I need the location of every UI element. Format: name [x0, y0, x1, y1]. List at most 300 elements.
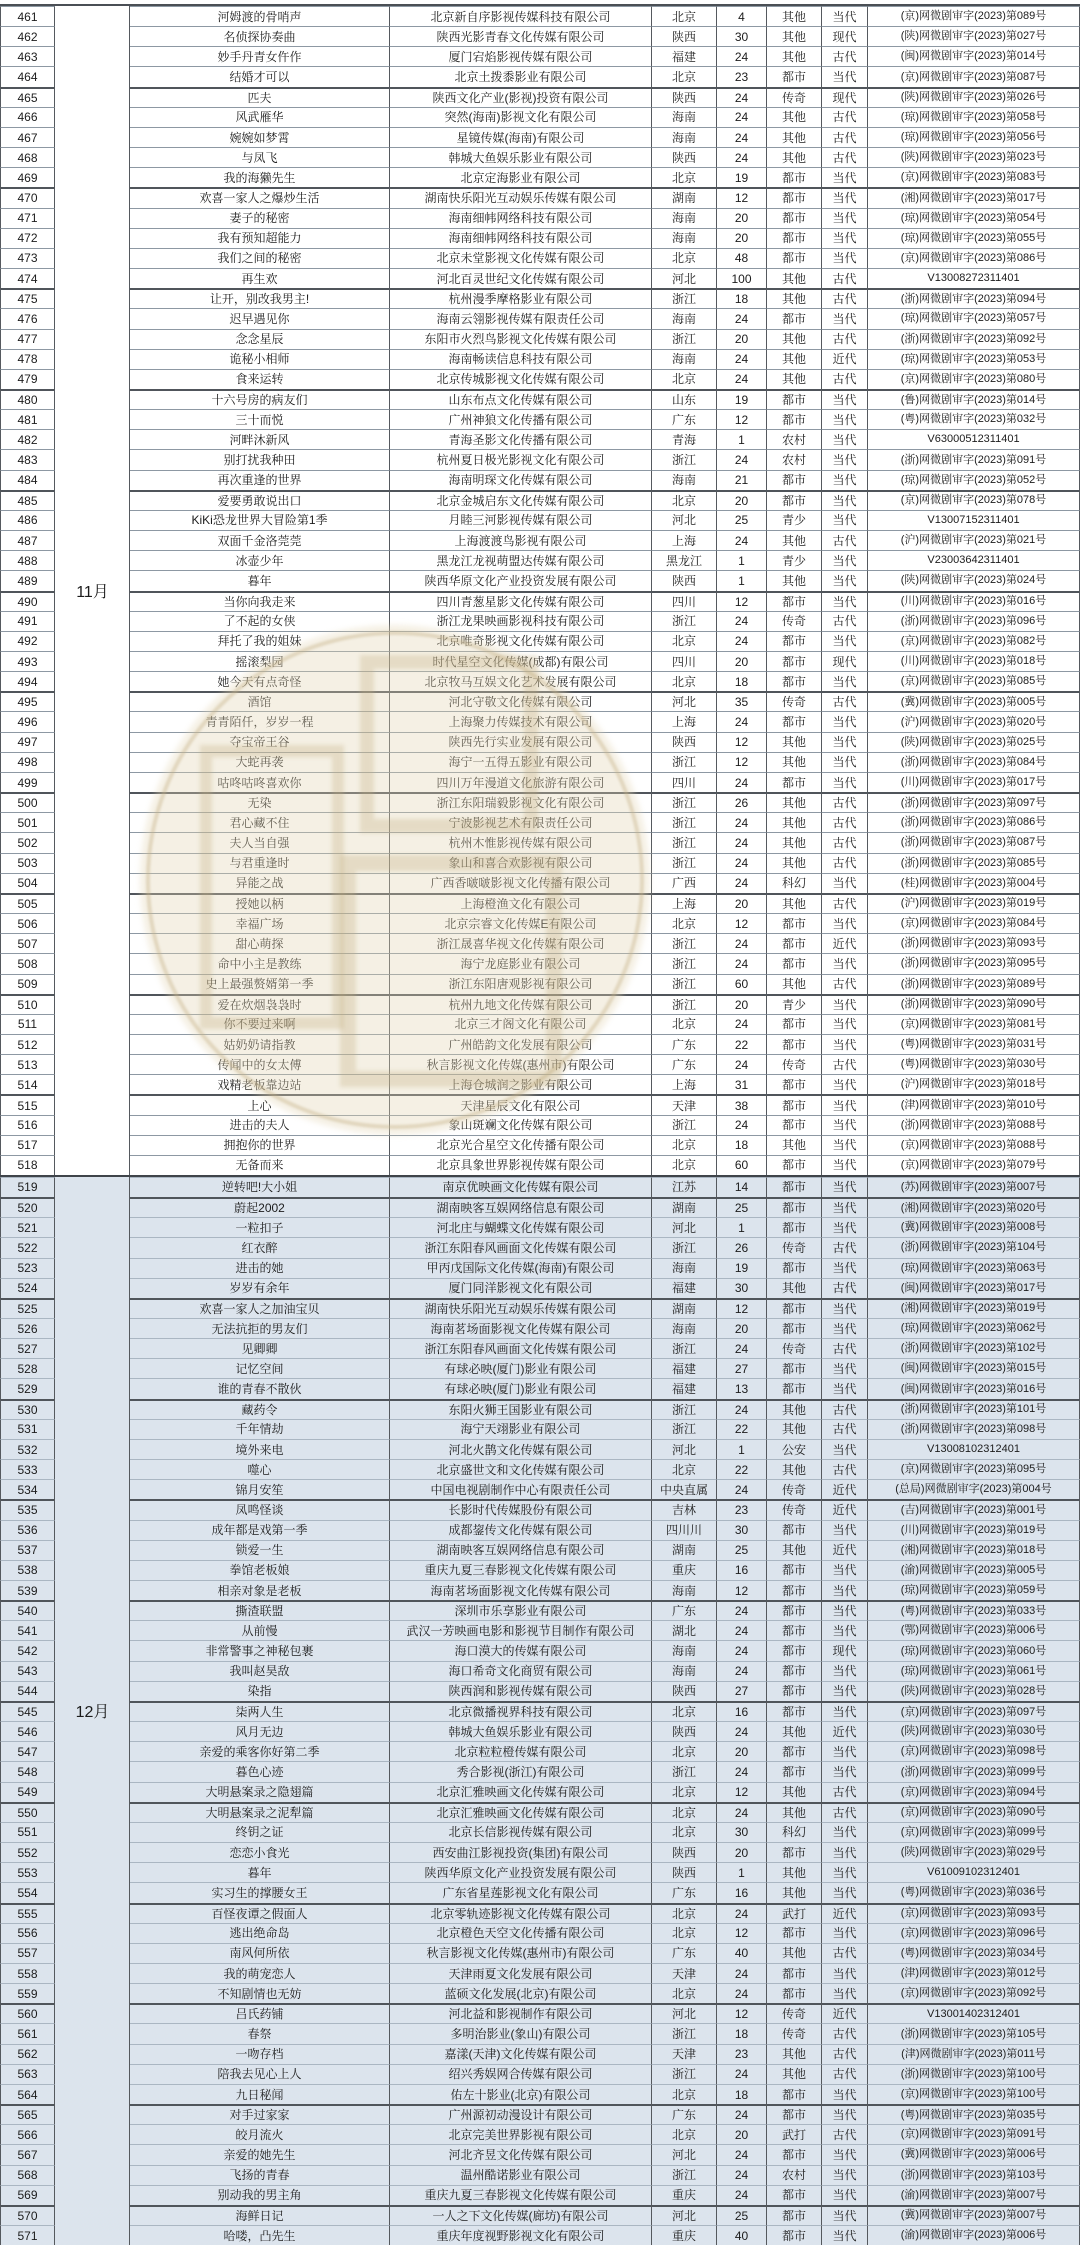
cell-no: 472 [0, 228, 55, 248]
cell-episodes: 13 [717, 1378, 767, 1398]
table-row [0, 1135, 1080, 1155]
cell-era: 当代 [822, 1177, 868, 1197]
cell-no: 476 [0, 308, 55, 328]
cell-no: 496 [0, 711, 55, 731]
cell-company: 东阳火狮王国影业有限公司 [390, 1399, 652, 1419]
cell-province: 北京 [652, 167, 717, 187]
cell-episodes: 24 [717, 933, 767, 953]
cell-episodes: 12 [717, 591, 767, 611]
table-row [0, 2185, 1080, 2205]
cell-province: 四川 [652, 591, 717, 611]
cell-no: 487 [0, 530, 55, 550]
cell-genre: 都市 [767, 1034, 822, 1054]
cell-era: 当代 [822, 1115, 868, 1135]
cell-province: 浙江 [652, 1338, 717, 1358]
cell-era: 当代 [822, 1842, 868, 1862]
table-row [0, 772, 1080, 792]
cell-reg: (浙)网微剧审字(2023)第093号 [868, 933, 1080, 953]
cell-province: 浙江 [652, 329, 717, 349]
table-row [0, 1600, 1080, 1620]
cell-episodes: 24 [717, 349, 767, 369]
cell-no: 521 [0, 1217, 55, 1237]
cell-title: 恋恋小食光 [130, 1842, 390, 1862]
cell-genre: 都市 [767, 1983, 822, 2003]
cell-era: 当代 [822, 671, 868, 691]
cell-genre: 都市 [767, 953, 822, 973]
table-row [0, 389, 1080, 409]
cell-province: 浙江 [652, 953, 717, 973]
cell-era: 古代 [822, 2124, 868, 2144]
cell-no: 533 [0, 1459, 55, 1479]
cell-title: 婉婉如梦霄 [130, 127, 390, 147]
cell-company: 北京光合星空文化传播有限公司 [390, 1135, 652, 1155]
cell-month-band [55, 1560, 130, 1580]
cell-province: 海南 [652, 1640, 717, 1660]
cell-reg: (京)网微剧审字(2023)第080号 [868, 369, 1080, 389]
cell-month-band [55, 1135, 130, 1155]
cell-month-band [55, 974, 130, 994]
table-row [0, 853, 1080, 873]
cell-no: 485 [0, 490, 55, 510]
cell-genre: 科幻 [767, 1822, 822, 1842]
cell-province: 陕西 [652, 1862, 717, 1882]
table-row [0, 2064, 1080, 2084]
cell-episodes: 24 [717, 1014, 767, 1034]
cell-reg: (闽)网微剧审字(2023)第017号 [868, 1278, 1080, 1298]
table-row [0, 208, 1080, 228]
cell-province: 河北 [652, 2003, 717, 2023]
cell-no: 567 [0, 2144, 55, 2164]
table-row [0, 2144, 1080, 2164]
cell-episodes: 22 [717, 1459, 767, 1479]
cell-reg: (渝)网微剧审字(2023)第006号 [868, 2225, 1080, 2245]
cell-company: 多明治影业(象山)有限公司 [390, 2023, 652, 2043]
table-row [0, 1054, 1080, 1074]
cell-genre: 其他 [767, 812, 822, 832]
cell-province: 北京 [652, 913, 717, 933]
table-row [0, 933, 1080, 953]
cell-month-band [55, 1943, 130, 1963]
cell-no: 478 [0, 349, 55, 369]
cell-province: 天津 [652, 1094, 717, 1114]
cell-genre: 都市 [767, 1681, 822, 1701]
cell-episodes: 20 [717, 994, 767, 1014]
cell-era: 古代 [822, 832, 868, 852]
cell-episodes: 24 [717, 1115, 767, 1135]
cell-month-band [55, 1298, 130, 1318]
cell-company: 海口希奇文化商贸有限公司 [390, 1661, 652, 1681]
cell-company: 北京完美世界影视有限公司 [390, 2124, 652, 2144]
cell-province: 浙江 [652, 2064, 717, 2084]
cell-title: 不知剧情也无妨 [130, 1983, 390, 2003]
cell-no: 523 [0, 1258, 55, 1278]
cell-company: 有球必映(厦门)影业有限公司 [390, 1358, 652, 1378]
table-row [0, 1963, 1080, 1983]
cell-no: 525 [0, 1298, 55, 1318]
cell-no: 512 [0, 1034, 55, 1054]
cell-province: 海南 [652, 107, 717, 127]
cell-era: 当代 [822, 2205, 868, 2225]
cell-genre: 都市 [767, 933, 822, 953]
cell-province: 重庆 [652, 2225, 717, 2245]
table-row [0, 248, 1080, 268]
cell-month-band [55, 1701, 130, 1721]
cell-no: 539 [0, 1580, 55, 1600]
table-row [0, 1115, 1080, 1135]
cell-episodes: 12 [717, 1580, 767, 1600]
cell-company: 佑左十影业(北京)有限公司 [390, 2084, 652, 2104]
cell-episodes: 24 [717, 308, 767, 328]
cell-province: 浙江 [652, 1419, 717, 1439]
cell-company: 河北齐昱文化传媒有限公司 [390, 2144, 652, 2164]
table-row [0, 591, 1080, 611]
cell-reg: (湘)网微剧审字(2023)第020号 [868, 1197, 1080, 1217]
cell-era: 现代 [822, 87, 868, 107]
cell-episodes: 40 [717, 1943, 767, 1963]
cell-company: 武汉一芳映画电影和影视节目制作有限公司 [390, 1620, 652, 1640]
cell-title: 暮年 [130, 570, 390, 590]
cell-company: 浙江东阳瑞毅影视文化有限公司 [390, 792, 652, 812]
cell-no: 473 [0, 248, 55, 268]
cell-reg: (冀)网微剧审字(2023)第005号 [868, 691, 1080, 711]
cell-month-band [55, 1338, 130, 1358]
cell-month-band [55, 1640, 130, 1660]
table-row [0, 1094, 1080, 1114]
cell-month-band [55, 6, 130, 26]
cell-episodes: 1 [717, 1439, 767, 1459]
cell-era: 当代 [822, 631, 868, 651]
cell-reg: (琼)网微剧审字(2023)第062号 [868, 1318, 1080, 1338]
cell-era: 当代 [822, 449, 868, 469]
cell-month-band [55, 691, 130, 711]
cell-company: 韩城大鱼娱乐影业有限公司 [390, 1721, 652, 1741]
cell-episodes: 20 [717, 1741, 767, 1761]
table-row [0, 66, 1080, 86]
cell-province: 山东 [652, 389, 717, 409]
cell-era: 古代 [822, 812, 868, 832]
cell-month-band [55, 1761, 130, 1781]
cell-era: 当代 [822, 2185, 868, 2205]
cell-company: 浙江龙果映画影视科技有限公司 [390, 611, 652, 631]
cell-no: 499 [0, 772, 55, 792]
cell-no: 541 [0, 1620, 55, 1640]
cell-title: 诡秘小相师 [130, 349, 390, 369]
cell-month-band [55, 1842, 130, 1862]
cell-month-band [55, 46, 130, 66]
cell-title: 大蛇再袭 [130, 752, 390, 772]
cell-era: 古代 [822, 2044, 868, 2064]
cell-genre: 传奇 [767, 2023, 822, 2043]
cell-province: 浙江 [652, 1761, 717, 1781]
cell-company: 北京零轨迹影视文化传媒有限公司 [390, 1903, 652, 1923]
cell-company: 北京汇雅映画文化传媒有限公司 [390, 1782, 652, 1802]
cell-episodes: 16 [717, 1560, 767, 1580]
cell-title: 我的萌宠恋人 [130, 1963, 390, 1983]
cell-reg: (津)网微剧审字(2023)第010号 [868, 1094, 1080, 1114]
cell-title: 再次重逢的世界 [130, 470, 390, 490]
cell-episodes: 24 [717, 530, 767, 550]
cell-month-band [55, 1014, 130, 1034]
cell-title: 君心藏不住 [130, 812, 390, 832]
cell-company: 北京定海影业有限公司 [390, 167, 652, 187]
cell-reg: (陕)网微剧审字(2023)第027号 [868, 26, 1080, 46]
cell-era: 当代 [822, 66, 868, 86]
cell-province: 陕西 [652, 1681, 717, 1701]
cell-episodes: 1 [717, 1862, 767, 1882]
cell-month-band [55, 2064, 130, 2084]
cell-title: 我们之间的秘密 [130, 248, 390, 268]
cell-episodes: 24 [717, 1054, 767, 1074]
cell-title: 冰壶少年 [130, 550, 390, 570]
cell-province: 海南 [652, 127, 717, 147]
cell-era: 古代 [822, 1399, 868, 1419]
cell-no: 552 [0, 1842, 55, 1862]
cell-month-band [55, 208, 130, 228]
cell-title: 见卿卿 [130, 1338, 390, 1358]
cell-genre: 都市 [767, 591, 822, 611]
cell-episodes: 24 [717, 711, 767, 731]
cell-title: 暮年 [130, 1862, 390, 1882]
cell-month-band [55, 812, 130, 832]
cell-month-band [55, 167, 130, 187]
cell-episodes: 24 [717, 2104, 767, 2124]
cell-reg: (桂)网微剧审字(2023)第004号 [868, 873, 1080, 893]
cell-episodes: 24 [717, 2064, 767, 2084]
cell-genre: 都市 [767, 308, 822, 328]
cell-era: 古代 [822, 147, 868, 167]
cell-episodes: 24 [717, 2185, 767, 2205]
table-row [0, 369, 1080, 389]
cell-episodes: 18 [717, 1135, 767, 1155]
cell-title: 实习生的撑腰女王 [130, 1882, 390, 1902]
cell-province: 重庆 [652, 1560, 717, 1580]
cell-era: 当代 [822, 913, 868, 933]
cell-no: 486 [0, 510, 55, 530]
table-row [0, 913, 1080, 933]
cell-company: 青海圣影文化传播有限公司 [390, 429, 652, 449]
cell-episodes: 12 [717, 1923, 767, 1943]
cell-province: 北京 [652, 671, 717, 691]
table-row [0, 228, 1080, 248]
cell-reg: (津)网微剧审字(2023)第012号 [868, 1963, 1080, 1983]
cell-province: 陕西 [652, 1721, 717, 1741]
cell-reg: (琼)网微剧审字(2023)第054号 [868, 208, 1080, 228]
cell-month-band [55, 853, 130, 873]
cell-province: 青海 [652, 429, 717, 449]
cell-month-band [55, 1278, 130, 1298]
cell-era: 当代 [822, 752, 868, 772]
cell-genre: 都市 [767, 913, 822, 933]
cell-title: 我叫赵昊敌 [130, 1661, 390, 1681]
cell-no: 538 [0, 1560, 55, 1580]
cell-genre: 都市 [767, 1197, 822, 1217]
cell-title: 史上最强赘婿第一季 [130, 974, 390, 994]
table-row [0, 611, 1080, 631]
cell-company: 北京金城启东文化传媒有限公司 [390, 490, 652, 510]
cell-genre: 其他 [767, 1135, 822, 1155]
cell-era: 当代 [822, 2084, 868, 2104]
cell-era: 当代 [822, 1135, 868, 1155]
cell-month-band [55, 1177, 130, 1197]
table-row [0, 26, 1080, 46]
table-row [0, 2205, 1080, 2225]
cell-reg: (京)网微剧审字(2023)第095号 [868, 1459, 1080, 1479]
cell-company: 东阳市火烈鸟影视文化传媒有限公司 [390, 329, 652, 349]
cell-reg: (琼)网微剧审字(2023)第063号 [868, 1258, 1080, 1278]
cell-reg: (浙)网微剧审字(2023)第098号 [868, 1419, 1080, 1439]
cell-company: 北京盛世文和文化传媒有限公司 [390, 1459, 652, 1479]
table-row [0, 1882, 1080, 1902]
cell-no: 480 [0, 389, 55, 409]
cell-month-band [55, 1419, 130, 1439]
cell-episodes: 25 [717, 510, 767, 530]
cell-episodes: 60 [717, 1155, 767, 1175]
cell-no: 482 [0, 429, 55, 449]
cell-no: 520 [0, 1197, 55, 1217]
cell-month-band [55, 1983, 130, 2003]
cell-era: 当代 [822, 1197, 868, 1217]
cell-reg: (京)网微剧审字(2023)第093号 [868, 1903, 1080, 1923]
cell-title: 妻子的秘密 [130, 208, 390, 228]
cell-title: 当你向我走来 [130, 591, 390, 611]
cell-reg: (陕)网微剧审字(2023)第024号 [868, 570, 1080, 590]
cell-episodes: 40 [717, 2225, 767, 2245]
cell-company: 北京牧马互娱文化艺术发展有限公司 [390, 671, 652, 691]
cell-month-band [55, 389, 130, 409]
cell-company: 陕西润和影视传媒有限公司 [390, 1681, 652, 1701]
cell-province: 广东 [652, 1600, 717, 1620]
cell-no: 563 [0, 2064, 55, 2084]
cell-episodes: 18 [717, 671, 767, 691]
table-row [0, 651, 1080, 671]
cell-genre: 都市 [767, 2084, 822, 2104]
cell-title: 河姆渡的骨哨声 [130, 6, 390, 26]
cell-no: 503 [0, 853, 55, 873]
cell-title: 蔚起2002 [130, 1197, 390, 1217]
cell-title: 食来运转 [130, 369, 390, 389]
cell-genre: 其他 [767, 26, 822, 46]
cell-company: 南京优映画文化传媒有限公司 [390, 1177, 652, 1197]
cell-era: 当代 [822, 248, 868, 268]
cell-month-band [55, 1378, 130, 1398]
cell-genre: 传奇 [767, 611, 822, 631]
cell-genre: 其他 [767, 369, 822, 389]
cell-episodes: 30 [717, 1822, 767, 1842]
cell-era: 当代 [822, 1822, 868, 1842]
cell-no: 510 [0, 994, 55, 1014]
cell-province: 北京 [652, 66, 717, 86]
cell-episodes: 24 [717, 449, 767, 469]
cell-company: 秋言影视文化传媒(惠州市)有限公司 [390, 1943, 652, 1963]
table-row [0, 1419, 1080, 1439]
cell-episodes: 24 [717, 873, 767, 893]
cell-company: 湖南映客互娱网络信息有限公司 [390, 1540, 652, 1560]
cell-title: 甜心萌探 [130, 933, 390, 953]
cell-genre: 其他 [767, 6, 822, 26]
cell-province: 天津 [652, 2044, 717, 2064]
cell-genre: 都市 [767, 1177, 822, 1197]
table-row [0, 510, 1080, 530]
cell-title: 进击的夫人 [130, 1115, 390, 1135]
cell-no: 484 [0, 470, 55, 490]
cell-reg: (浙)网微剧审字(2023)第092号 [868, 329, 1080, 349]
cell-province: 广东 [652, 1882, 717, 1902]
cell-episodes: 20 [717, 228, 767, 248]
cell-month-band [55, 933, 130, 953]
cell-province: 广东 [652, 2104, 717, 2124]
cell-genre: 都市 [767, 470, 822, 490]
cell-province: 广东 [652, 409, 717, 429]
table-row [0, 308, 1080, 328]
cell-no: 545 [0, 1701, 55, 1721]
cell-title: 无备而来 [130, 1155, 390, 1175]
table-row [0, 1802, 1080, 1822]
cell-company: 重庆九夏三春影视文化传媒有限公司 [390, 2185, 652, 2205]
cell-genre: 传奇 [767, 1054, 822, 1074]
table-row [0, 107, 1080, 127]
cell-era: 当代 [822, 2225, 868, 2245]
cell-title: 三十而悦 [130, 409, 390, 429]
cell-province: 浙江 [652, 449, 717, 469]
cell-reg: (京)网微剧审字(2023)第091号 [868, 2124, 1080, 2144]
cell-province: 河北 [652, 2144, 717, 2164]
cell-month-band [55, 752, 130, 772]
cell-era: 当代 [822, 187, 868, 207]
cell-title: 飞扬的青春 [130, 2165, 390, 2185]
cell-era: 古代 [822, 530, 868, 550]
table-row [0, 1983, 1080, 2003]
table-row [0, 1338, 1080, 1358]
cell-company: 浙江东阳唐观影视有限公司 [390, 974, 652, 994]
cell-reg: (浙)网微剧审字(2023)第095号 [868, 953, 1080, 973]
cell-era: 古代 [822, 974, 868, 994]
cell-reg: (琼)网微剧审字(2023)第060号 [868, 1640, 1080, 1660]
cell-company: 杭州夏日极光影视文化有限公司 [390, 449, 652, 469]
cell-reg: (浙)网微剧审字(2023)第088号 [868, 1115, 1080, 1135]
cell-genre: 其他 [767, 974, 822, 994]
cell-month-band [55, 1399, 130, 1419]
table-row [0, 2165, 1080, 2185]
cell-era: 当代 [822, 1620, 868, 1640]
cell-era: 当代 [822, 1217, 868, 1237]
cell-reg: (京)网微剧审字(2023)第085号 [868, 671, 1080, 691]
cell-era: 当代 [822, 1378, 868, 1398]
cell-company: 月睦三河影视传媒有限公司 [390, 510, 652, 530]
cell-episodes: 26 [717, 1237, 767, 1257]
cell-title: 爱在炊烟袅袅时 [130, 994, 390, 1014]
cell-month-band [55, 1903, 130, 1923]
cell-genre: 其他 [767, 1943, 822, 1963]
cell-month-band [55, 66, 130, 86]
table-row [0, 449, 1080, 469]
cell-reg: (浙)网微剧审字(2023)第086号 [868, 812, 1080, 832]
cell-era: 当代 [822, 308, 868, 328]
cell-genre: 都市 [767, 2104, 822, 2124]
cell-no: 569 [0, 2185, 55, 2205]
table-row [0, 1358, 1080, 1378]
cell-title: 藏药令 [130, 1399, 390, 1419]
cell-province: 广东 [652, 1054, 717, 1074]
cell-month-band [55, 1439, 130, 1459]
cell-company: 湖南快乐阳光互动娱乐传媒有限公司 [390, 1298, 652, 1318]
cell-title: 你不要过来啊 [130, 1014, 390, 1034]
cell-genre: 其他 [767, 147, 822, 167]
cell-month-band [55, 1741, 130, 1761]
cell-episodes: 24 [717, 127, 767, 147]
cell-reg: (冀)网微剧审字(2023)第006号 [868, 2144, 1080, 2164]
cell-episodes: 24 [717, 1721, 767, 1741]
cell-no: 568 [0, 2165, 55, 2185]
